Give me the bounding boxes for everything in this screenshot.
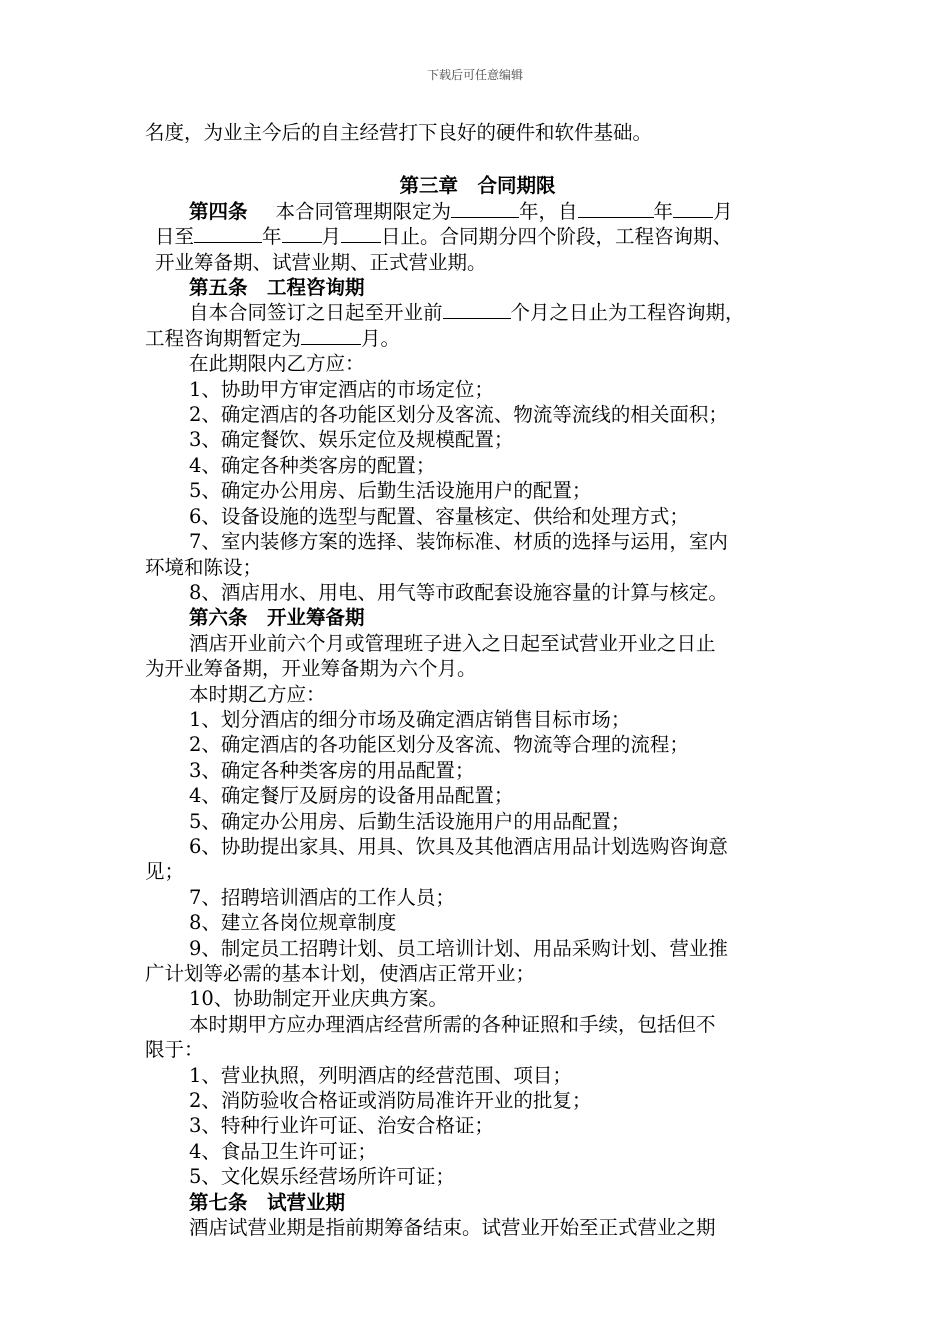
text-span: 个月之日止为工程咨询期， bbox=[510, 301, 745, 325]
fill-blank bbox=[282, 224, 322, 243]
list-item-continuation: 广计划等必需的基本计划，使酒店正常开业； bbox=[145, 962, 536, 985]
list-item: 2、确定酒店的各功能区划分及客流、物流等流线的相关面积； bbox=[189, 403, 728, 427]
list-item: 2、确定酒店的各功能区划分及客流、物流等合理的流程； bbox=[189, 733, 689, 757]
list-item: 1、划分酒店的细分市场及确定酒店销售目标市场； bbox=[189, 707, 631, 731]
fill-blank bbox=[451, 199, 519, 218]
list-item: 5、文化娱乐经营场所许可证； bbox=[189, 1165, 455, 1189]
fill-blank bbox=[673, 199, 713, 218]
text-span: 年 bbox=[653, 199, 674, 223]
paragraph-line: 名度，为业主今后的自主经营打下良好的硬件和软件基础。 bbox=[145, 121, 653, 144]
article-6-title: 第六条 开业筹备期 bbox=[189, 606, 365, 630]
text-span: 自本合同签订之日起至开业前 bbox=[189, 301, 443, 325]
article-4-title: 第四条 bbox=[189, 199, 248, 223]
list-item-continuation: 环境和陈设； bbox=[145, 555, 263, 579]
text-span: 年 bbox=[262, 225, 282, 249]
paragraph-line: 本时期甲方应办理酒店经营所需的各种证照和手续，包括但不 bbox=[189, 1012, 716, 1036]
page-header-note: 下载后可任意编辑 bbox=[426, 68, 523, 82]
chapter-heading: 第三章 合同期限 bbox=[399, 174, 556, 198]
list-item: 3、确定餐饮、娱乐定位及规模配置； bbox=[189, 428, 514, 452]
list-item: 9、制定员工招聘计划、员工培训计划、用品采购计划、营业推 bbox=[189, 936, 728, 960]
paragraph-continuation: 限于： bbox=[145, 1038, 204, 1062]
paragraph-line bbox=[145, 224, 810, 249]
text-span: 月 bbox=[713, 199, 733, 223]
fill-blank bbox=[194, 224, 262, 243]
article-4-line bbox=[145, 199, 810, 224]
list-item: 8、酒店用水、用电、用气等市政配套设施容量的计算与核定。 bbox=[189, 580, 728, 604]
paragraph-line: 在此期限内乙方应： bbox=[189, 352, 365, 376]
list-item-continuation: 见； bbox=[145, 860, 185, 884]
fill-blank bbox=[341, 224, 381, 243]
paragraph-line: 开业筹备期、试营业期、正式营业期。 bbox=[155, 250, 487, 274]
document-body bbox=[145, 120, 810, 1240]
text-span: 工程咨询期暂定为 bbox=[145, 326, 302, 350]
paragraph-line: 为开业筹备期，开业筹备期为六个月。 bbox=[145, 657, 477, 681]
list-item: 1、协助甲方审定酒店的市场定位； bbox=[189, 377, 494, 401]
list-item: 10、协助制定开业庆典方案。 bbox=[189, 987, 448, 1011]
list-item: 3、确定各种类客房的用品配置； bbox=[189, 758, 475, 782]
paragraph-line: 本时期乙方应： bbox=[189, 682, 326, 706]
list-item: 4、食品卫生许可证； bbox=[189, 1139, 377, 1163]
text-span: 月。 bbox=[361, 326, 401, 350]
list-item: 3、特种行业许可证、治安合格证； bbox=[189, 1114, 494, 1138]
text-span: 月 bbox=[321, 225, 342, 249]
list-item: 4、确定餐厅及厨房的设备用品配置； bbox=[189, 784, 514, 808]
text-span: 本合同管理期限定为 bbox=[275, 199, 452, 223]
list-item: 7、室内装修方案的选择、装饰标准、材质的选择与运用，室内 bbox=[189, 530, 728, 554]
fill-blank bbox=[578, 199, 654, 218]
text-span: 日止。合同期分四个阶段，工程咨询期、 bbox=[381, 225, 733, 249]
list-item: 7、招聘培训酒店的工作人员； bbox=[189, 885, 455, 909]
paragraph-line: 酒店开业前六个月或管理班子进入之日起至试营业开业之日止 bbox=[189, 631, 716, 655]
paragraph-line bbox=[145, 300, 810, 325]
list-item: 8、建立各岗位规章制度 bbox=[189, 911, 397, 935]
list-item: 4、确定各种类客房的配置； bbox=[189, 453, 436, 477]
paragraph-line bbox=[145, 326, 810, 351]
text-span: 日至 bbox=[155, 225, 195, 249]
fill-blank bbox=[301, 326, 361, 345]
paragraph-line: 酒店试营业期是指前期筹备结束。试营业开始至正式营业之期 bbox=[189, 1216, 716, 1240]
text-span: 年，自 bbox=[519, 199, 578, 223]
list-item: 5、确定办公用房、后勤生活设施用户的用品配置； bbox=[189, 809, 631, 833]
list-item: 2、消防验收合格证或消防局准许开业的批复； bbox=[189, 1089, 592, 1113]
list-item: 5、确定办公用房、后勤生活设施用户的配置； bbox=[189, 479, 592, 503]
fill-blank bbox=[443, 300, 511, 319]
article-5-title: 第五条 工程咨询期 bbox=[189, 276, 365, 300]
list-item: 6、协助提出家具、用具、饮具及其他酒店用品计划选购咨询意 bbox=[189, 834, 728, 858]
list-item: 6、设备设施的选型与配置、容量核定、供给和处理方式； bbox=[189, 504, 689, 528]
list-item: 1、营业执照，列明酒店的经营范围、项目； bbox=[189, 1063, 572, 1087]
article-7-title: 第七条 试营业期 bbox=[189, 1190, 346, 1214]
